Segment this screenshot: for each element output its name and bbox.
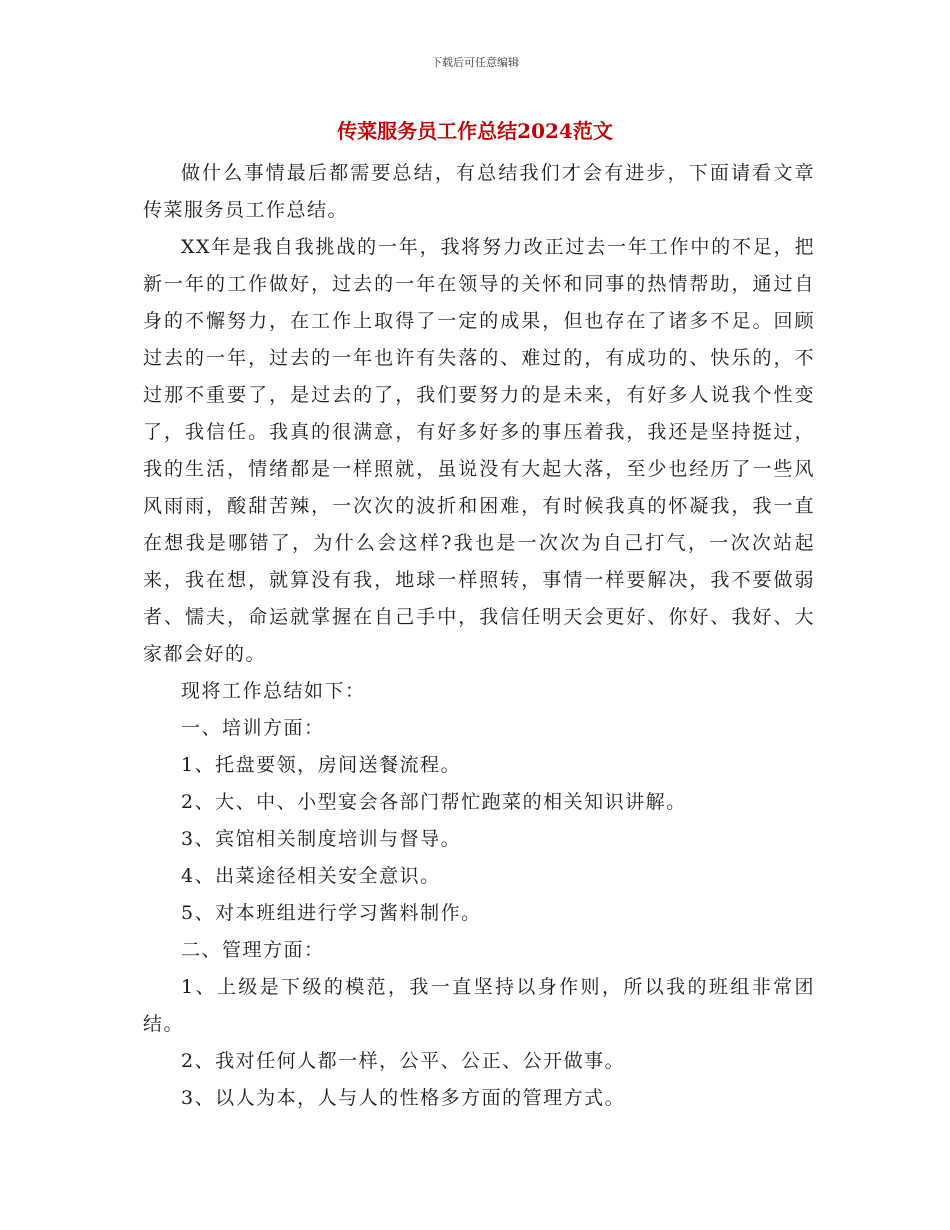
document-title: 传菜服务员工作总结2024范文 [337,119,613,143]
paragraph-summary-lead: 现将工作总结如下： [181,680,366,702]
list-item: 3、宾馆相关制度培训与督导。 [181,828,462,850]
list-item: 4、出菜途径相关安全意识。 [181,865,441,887]
list-item: 2、我对任何人都一样，公平、公正、公开做事。 [181,1050,626,1072]
list-item: 3、以人为本，人与人的性格多方面的管理方式。 [181,1087,626,1109]
list-item: 1、托盘要领，房间送餐流程。 [181,754,462,776]
list-item: 1、上级是下级的模范，我一直坚持以身作则，所以我的班组非常团结。 [143,976,815,1035]
document-body [143,155,815,1117]
list-item: 2、大、中、小型宴会各部门帮忙跑菜的相关知识讲解。 [181,791,687,813]
paragraph-intro: 做什么事情最后都需要总结，有总结我们才会有进步，下面请看文章传菜服务员工作总结。 [143,162,815,221]
list-item: 5、对本班组进行学习酱料制作。 [181,902,482,924]
section-heading-training: 一、培训方面： [181,717,325,739]
section-heading-management: 二、管理方面： [181,939,325,961]
page-header-note: 下载后可任意编辑 [431,56,519,69]
paragraph-year-review: XX年是我自我挑战的一年，我将努力改正过去一年工作中的不足，把新一年的工作做好，过去的一年在领导的关怀和同事的热情帮助，通过自身的不懈努力，在工作上取得了一定的成果，但也存在了诸多不足。回顾过去的一年，过去的一年也许有失落的、难过的，有成功的、快乐的，不过那不重要了，是过去的了，我们要努力的是未来，有好多人说我个性变了，我信任。我真的很满意，有好多好多的事压着我，我还是坚持挺过，我的生活，情绪都是一样照就，虽说没有大起大落，至少也经历了一些风风雨雨，酸甜苦辣，一次次的波折和困难，有时候我真的怀凝我，我一直在想我是哪错了，为什么会这样?我也是一次次为自己打气，一次次站起来，我在想，就算没有我，地球一样照转，事情一样要解决，我不要做弱者、懦夫，命运就掌握在自己手中，我信任明天会更好、你好、我好、大家都会好的。 [143,236,815,665]
